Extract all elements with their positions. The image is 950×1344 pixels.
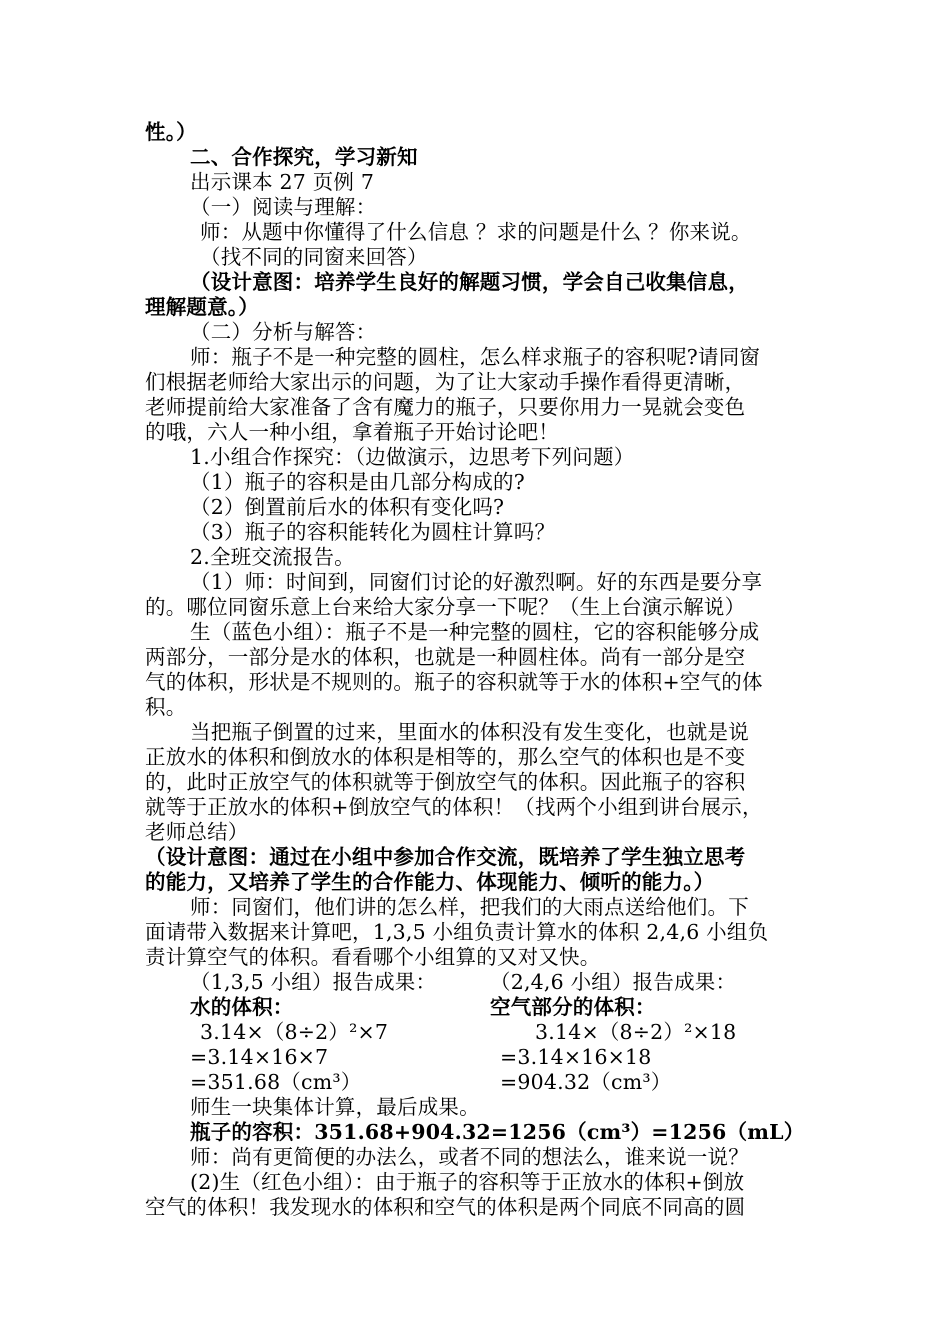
lines-line: 师生一块集体计算，最后成果。 xyxy=(190,1095,480,1119)
right_col-line: 3.14×（8÷2）²×18 xyxy=(535,1020,737,1044)
lines-line: （找不同的同窗来回答） xyxy=(200,245,428,269)
lines-line: 瓶子的容积：351.68+904.32=1256（cm³）=1256（mL） xyxy=(190,1120,805,1144)
lines-line: 责计算空气的体积。看看哪个小组算的又对又快。 xyxy=(145,945,601,969)
lines-line: 老师提前给大家准备了含有魔力的瓶子，只要你用力一晃就会变色 xyxy=(145,395,746,419)
lines-line: 的哦，六人一种小组，拿着瓶子开始讨论吧！ xyxy=(145,420,559,444)
right_col-line: =904.32（cm³） xyxy=(500,1070,672,1094)
lines-line: 们根据老师给大家出示的问题，为了让大家动手操作看得更清晰， xyxy=(145,370,746,394)
lines-line: 空气的体积！我发现水的体积和空气的体积是两个同底不同高的圆 xyxy=(145,1195,746,1219)
lines-line: 积。 xyxy=(145,695,187,719)
lines-line: （一）阅读与理解： xyxy=(190,195,377,219)
lines-line: （1）师：时间到，同窗们讨论的好激烈啊。好的东西是要分享 xyxy=(190,570,763,594)
left_col-line: 3.14×（8÷2）²×7 xyxy=(200,1020,389,1044)
lines-line: 出示课本 27 页例 7 xyxy=(190,170,375,194)
lines-line: 的能力，又培养了学生的合作能力、体现能力、倾听的能力。） xyxy=(145,870,715,894)
right_col-line: 空气部分的体积： xyxy=(490,995,656,1019)
lines-line: （二）分析与解答： xyxy=(190,320,377,344)
lines-line: 正放水的体积和倒放水的体积是相等的，那么空气的体积也是不变 xyxy=(145,745,746,769)
right_col-line: （2,4,6 小组）报告成果： xyxy=(490,970,737,994)
lines-line: 理解题意。） xyxy=(145,295,259,319)
lines-line: 师：从题中你懂得了什么信息 ？求的问题是什么 ？你来说。 xyxy=(200,220,752,244)
left_col-line: （1,3,5 小组）报告成果： xyxy=(190,970,437,994)
lines-line: 1.小组合作探究：（边做演示，边思考下列问题） xyxy=(190,445,635,469)
lines-line: 性。） xyxy=(145,120,197,144)
lines-line: （设计意图：通过在小组中参加合作交流，既培养了学生独立思考 xyxy=(145,845,746,869)
lines-line: 的。哪位同窗乐意上台来给大家分享一下呢？（生上台演示解说） xyxy=(145,595,746,619)
lines-line: （2）倒置前后水的体积有变化吗? xyxy=(190,495,505,519)
lines-line: 老师总结） xyxy=(145,820,249,844)
lines-line: 两部分，一部分是水的体积，也就是一种圆柱体。尚有一部分是空 xyxy=(145,645,746,669)
lines-line: 二、合作探究，学习新知 xyxy=(190,145,418,169)
lines-line: 气的体积，形状是不规则的。瓶子的容积就等于水的体积+空气的体 xyxy=(145,670,763,694)
lines-line: （1）瓶子的容积是由几部分构成的? xyxy=(190,470,525,494)
left_col-line: =3.14×16×7 xyxy=(190,1045,329,1069)
right_col-line: =3.14×16×18 xyxy=(500,1045,652,1069)
lines-line: 当把瓶子倒置的过来，里面水的体积没有发生变化，也就是说 xyxy=(190,720,749,744)
left_col-line: =351.68（cm³） xyxy=(190,1070,362,1094)
lines-line: 就等于正放水的体积+倒放空气的体积！（找两个小组到讲台展示， xyxy=(145,795,763,819)
lines-line: 师：尚有更简便的办法么，或者不同的想法么，谁来说一说？ xyxy=(190,1145,749,1169)
lines-line: 的，此时正放空气的体积就等于倒放空气的体积。因此瓶子的容积 xyxy=(145,770,746,794)
lines-line: (2)生（红色小组）：由于瓶子的容积等于正放水的体积+倒放 xyxy=(190,1170,745,1194)
lines-line: （设计意图：培养学生良好的解题习惯，学会自己收集信息， xyxy=(190,270,749,294)
lines-line: （3）瓶子的容积能转化为圆柱计算吗？ xyxy=(190,520,556,544)
lines-line: 师：瓶子不是一种完整的圆柱，怎么样求瓶子的容积呢?请同窗 xyxy=(190,345,761,369)
lines-line: 面请带入数据来计算吧，1,3,5 小组负责计算水的体积 2,4,6 小组负 xyxy=(145,920,769,944)
left_col-line: 水的体积： xyxy=(190,995,294,1019)
lines-line: 生（蓝色小组）：瓶子不是一种完整的圆柱，它的容积能够分成 xyxy=(190,620,760,644)
lines-line: 2.全班交流报告。 xyxy=(190,545,355,569)
lines-line: 师：同窗们，他们讲的怎么样，把我们的大雨点送给他们。下 xyxy=(190,895,749,919)
